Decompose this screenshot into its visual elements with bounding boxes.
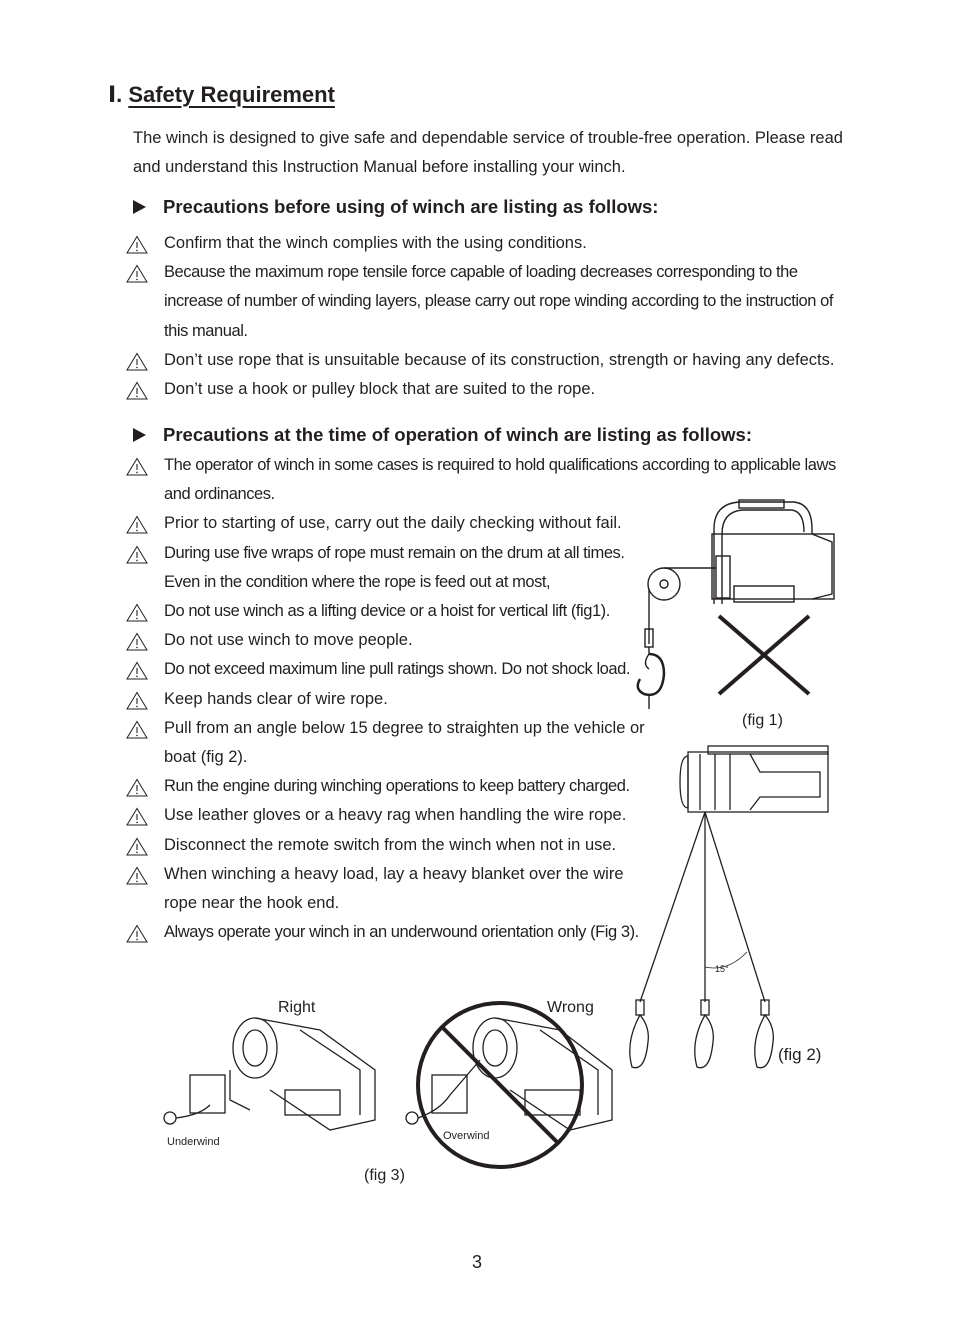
list-item: Because the maximum rope tensile force capable of loading decreases corresponding to the increase of number of winding layers, please carry out rope winding according to the instruction of this manual. <box>126 258 846 346</box>
warning-triangle-icon <box>126 632 148 651</box>
warning-triangle-icon <box>126 457 148 476</box>
list-item: Prior to starting of use, carry out the daily checking without fail. <box>126 509 646 538</box>
underwind-winch <box>164 1018 375 1130</box>
before-use-heading <box>133 196 658 218</box>
operation-heading <box>133 424 752 446</box>
list-item: Confirm that the winch complies with the using conditions. <box>126 229 846 258</box>
warning-triangle-icon <box>126 837 148 856</box>
warning-triangle-icon <box>126 545 148 564</box>
intro-paragraph: The winch is designed to give safe and dependable service of trouble-free operation. Please read and understand this Instruction Manual before installing your winch. <box>133 129 843 176</box>
warning-triangle-icon <box>126 603 148 622</box>
fig1-illustration <box>634 494 839 739</box>
list-item: Disconnect the remote switch from the winch when not in use. <box>126 831 646 860</box>
fig2-angle-label: 15° <box>715 964 729 974</box>
list-item: Pull from an angle below 15 degree to straighten up the vehicle or boat (fig 2). <box>126 714 646 772</box>
warning-triangle-icon <box>126 515 148 534</box>
list-item: Do not exceed maximum line pull ratings shown. Do not shock load. <box>126 655 646 684</box>
list-item: Do not use winch to move people. <box>126 626 646 655</box>
list-item: Don’t use a hook or pulley block that are suited to the rope. <box>126 375 846 404</box>
warning-triangle-icon <box>126 661 148 680</box>
warning-triangle-icon <box>126 924 148 943</box>
triangle-bullet-icon <box>133 200 146 214</box>
list-item: When winching a heavy load, lay a heavy blanket over the wire rope near the hook end. <box>126 860 646 918</box>
warning-triangle-icon <box>126 778 148 797</box>
fig3-illustration <box>150 990 630 1195</box>
fig3-wrong-label: Wrong <box>547 999 594 1016</box>
fig3-label: (fig 3) <box>364 1167 405 1184</box>
warning-triangle-icon <box>126 352 148 371</box>
fig3-underwind-label: Underwind <box>167 1136 220 1148</box>
warning-triangle-icon <box>126 264 148 283</box>
warning-triangle-icon <box>126 381 148 400</box>
before-use-heading-text: Precautions before using of winch are listing as follows: <box>163 196 659 217</box>
list-item: Always operate your winch in an underwound orientation only (Fig 3). <box>126 918 646 947</box>
list-item: Use leather gloves or a heavy rag when handling the wire rope. <box>126 801 646 830</box>
before-use-list <box>126 229 846 404</box>
warning-triangle-icon <box>126 807 148 826</box>
operation-list <box>126 451 836 947</box>
warning-triangle-icon <box>126 720 148 739</box>
list-item: Run the engine during winching operations to keep battery charged. <box>126 772 646 801</box>
section-heading <box>108 82 335 108</box>
list-item: During use five wraps of rope must remain on the drum at all times. Even in the condition where the rope is feed out at most, <box>126 539 646 597</box>
triangle-bullet-icon <box>133 428 146 442</box>
list-item: Keep hands clear of wire rope. <box>126 685 646 714</box>
fig1-label: (fig 1) <box>742 712 783 729</box>
fig3-right-label: Right <box>278 999 316 1016</box>
fig3-overwind-label: Overwind <box>443 1130 490 1142</box>
list-item: Do not use winch as a lifting device or a hoist for vertical lift (fig1). <box>126 597 646 626</box>
warning-triangle-icon <box>126 235 148 254</box>
warning-triangle-icon <box>126 866 148 885</box>
fig2-label: (fig 2) <box>778 1045 822 1064</box>
operation-heading-text: Precautions at the time of operation of winch are listing as follows: <box>163 424 753 445</box>
list-item: Don’t use rope that is unsuitable because of its construction, strength or having any defects. <box>126 346 846 375</box>
section-number: Ⅰ. <box>108 82 123 107</box>
list-item: The operator of winch in some cases is required to hold qualifications according to applicable laws and ordinances. <box>126 451 836 509</box>
warning-triangle-icon <box>126 691 148 710</box>
page-number: 3 <box>471 1252 482 1272</box>
fig2-illustration <box>620 742 840 1082</box>
section-title: Safety Requirement <box>128 82 335 107</box>
